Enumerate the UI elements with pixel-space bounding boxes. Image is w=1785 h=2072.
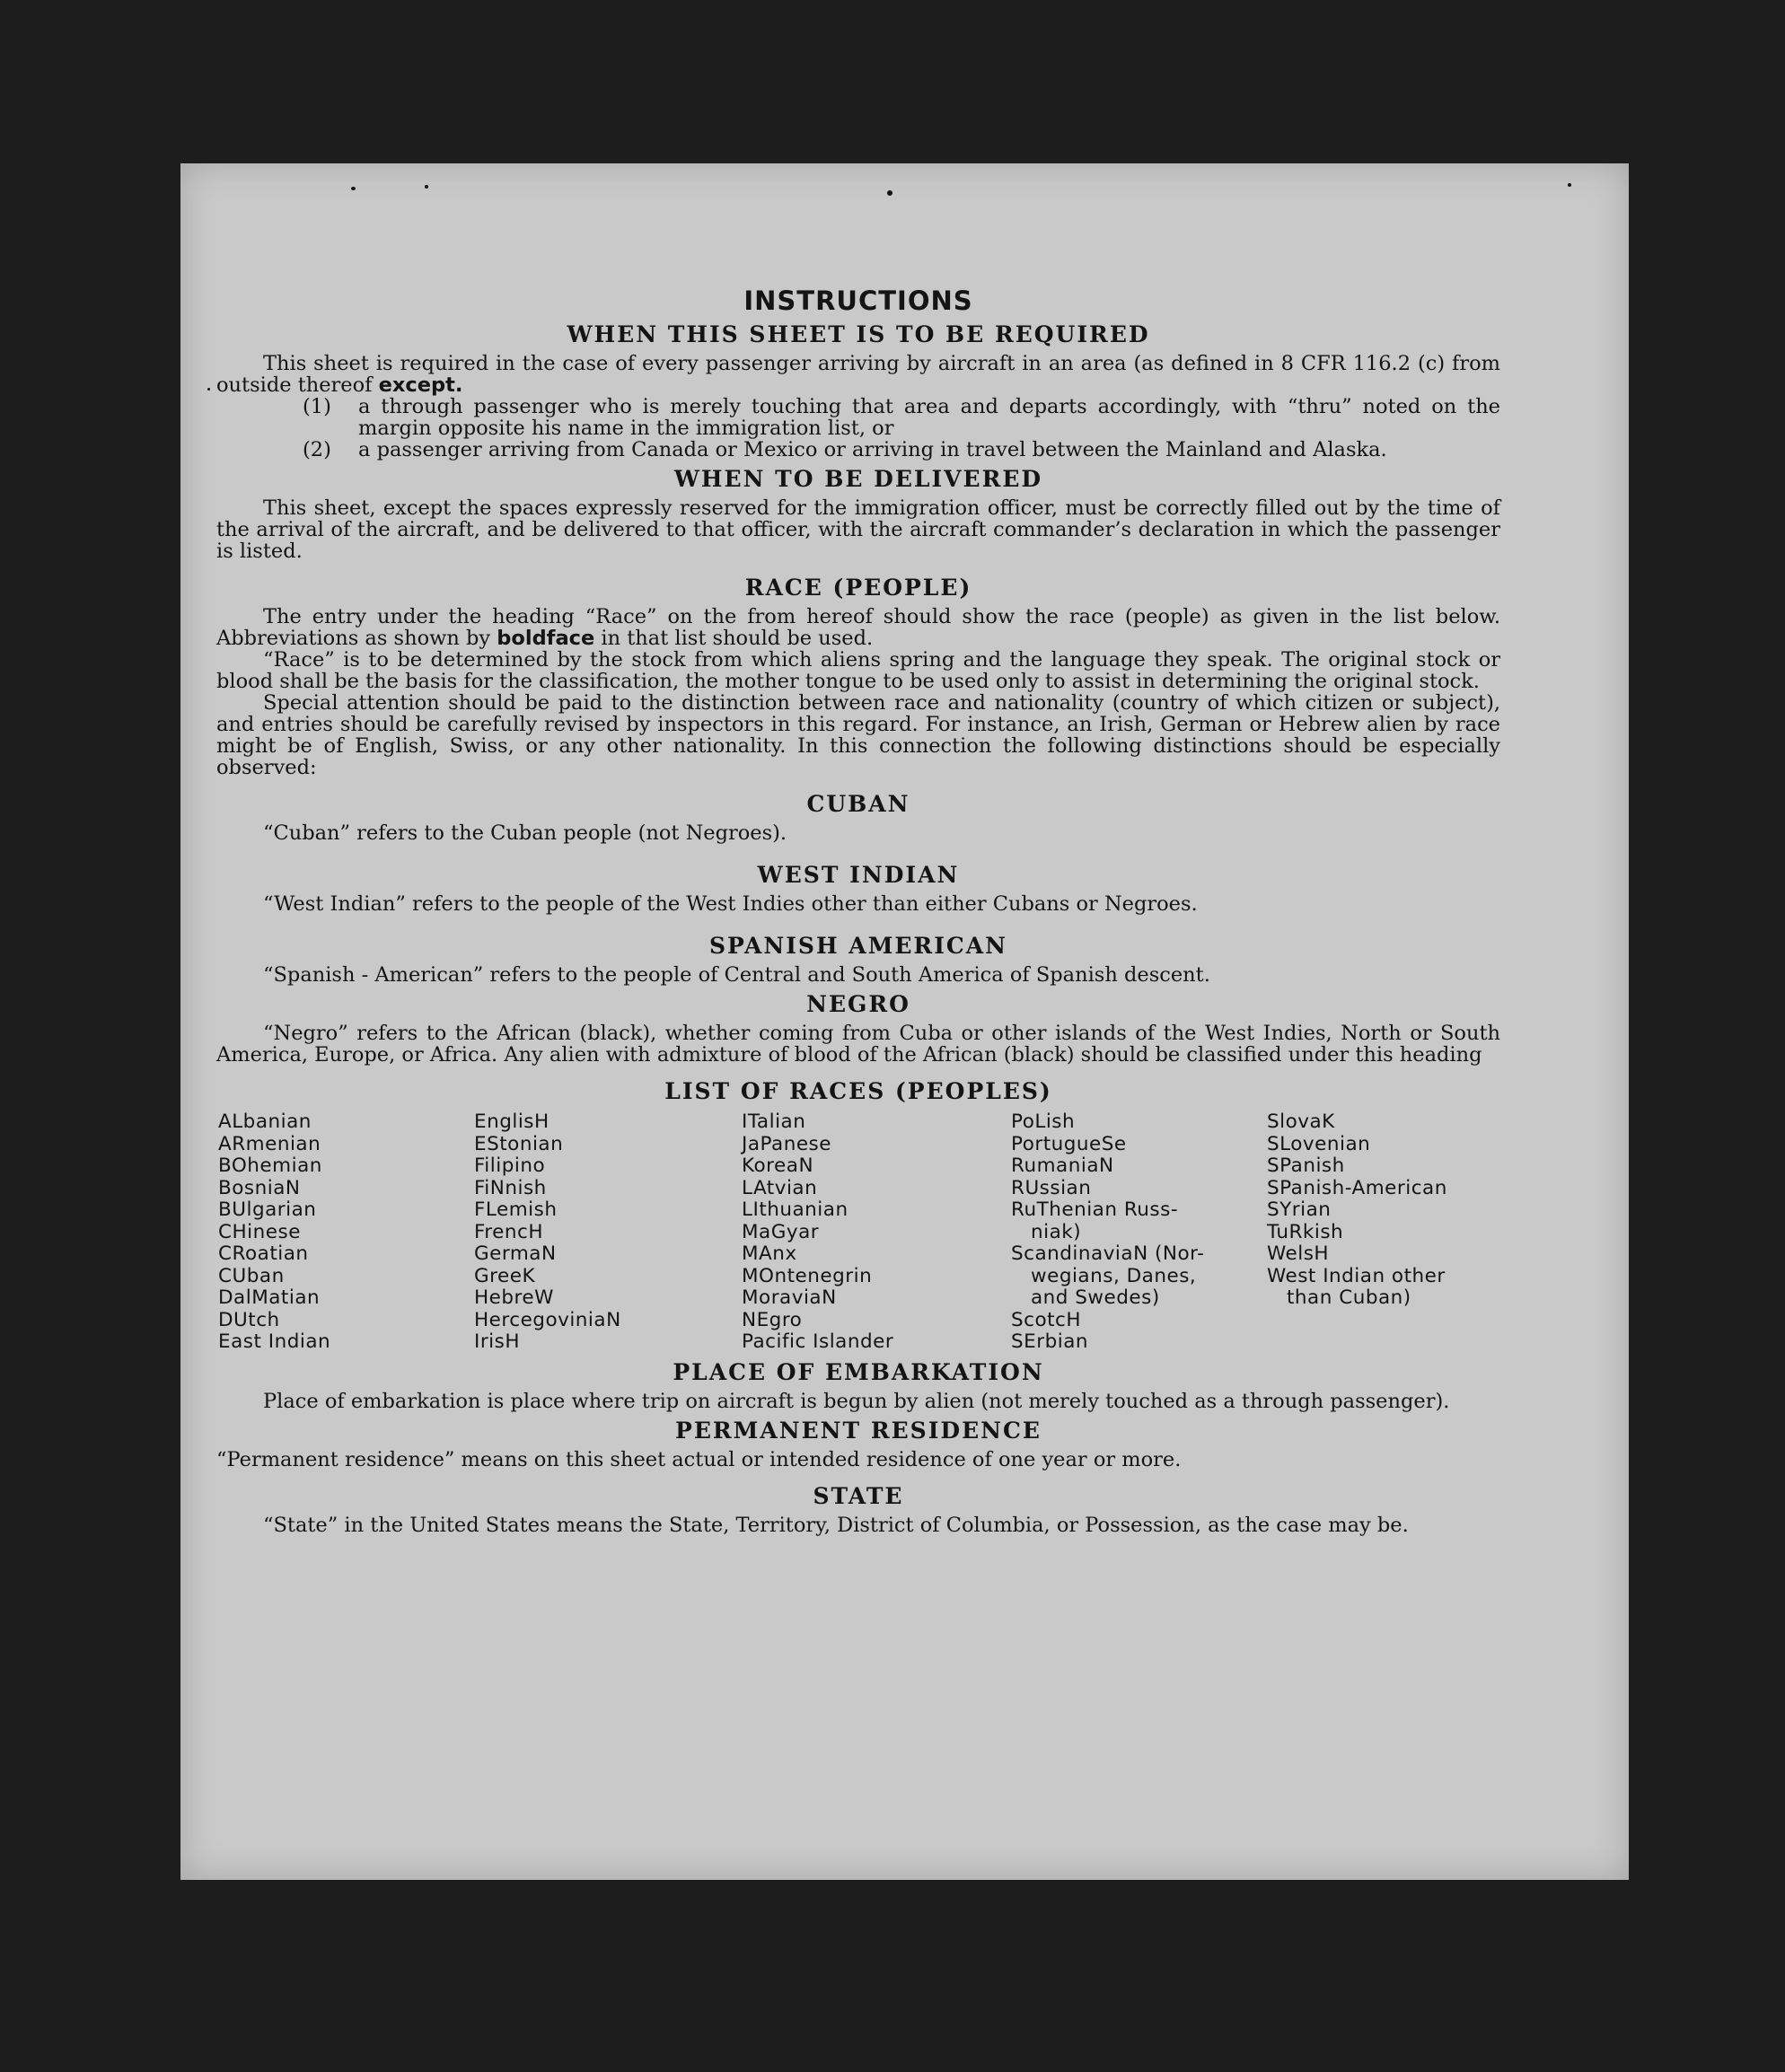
ink-speck: [351, 187, 356, 190]
race-entry: MOntenegrin: [742, 1264, 873, 1287]
race-paragraph-2: “Race” is to be determined by the stock from which aliens spring and the language they speak. The original stock or blood shall be the basis for the classification, the mother tongue to be used only to assist in determining the original stock.: [216, 648, 1500, 693]
exception-text: a through passenger who is merely touching that area and departs accordingly, with “thru” noted on the margin opposite his name in the immigration list, or: [358, 395, 1500, 440]
heading-state: STATE: [813, 1482, 904, 1509]
heading-list-of-races: LIST OF RACES (PEOPLES): [664, 1078, 1052, 1104]
race-entry: HercegoviniaN: [474, 1308, 621, 1331]
race-entry: RUssian: [1011, 1176, 1092, 1199]
race-entry: ITalian: [742, 1111, 806, 1133]
race-entry: niak): [1011, 1220, 1082, 1243]
race-entry: than Cuban): [1267, 1286, 1411, 1309]
race-entry: SYrian: [1267, 1198, 1332, 1221]
heading-permanent-residence: PERMANENT RESIDENCE: [675, 1417, 1042, 1444]
race-entry: BUlgarian: [218, 1198, 317, 1221]
west-indian-text: “West Indian” refers to the people of the West Indies other than either Cubans or Negroes.: [263, 892, 1198, 916]
page-title: INSTRUCTIONS: [743, 285, 973, 316]
race-entry: WelsH: [1267, 1242, 1330, 1265]
race-entry: GermaN: [474, 1242, 557, 1265]
heading-when-delivered: WHEN TO BE DELIVERED: [673, 466, 1043, 492]
race-entry: ScandinaviaN (Nor-: [1011, 1242, 1205, 1265]
races-list: [218, 1111, 1500, 1354]
race-entry: LAtvian: [742, 1176, 818, 1199]
cuban-text: “Cuban” refers to the Cuban people (not Negroes).: [263, 821, 787, 845]
race-entry: ScotcH: [1011, 1308, 1082, 1331]
spanish-american-text: “Spanish - American” refers to the people of Central and South America of Spanish descent.: [263, 963, 1210, 987]
race-entry: Filipino: [474, 1155, 546, 1177]
when-required-intro-text: This sheet is required in the case of every passenger arriving by aircraft in an area (as defined in 8 CFR 116.2 (c) from outside thereof: [216, 352, 1500, 397]
exception-item-1: [303, 396, 1500, 439]
exception-number: (1): [303, 395, 331, 418]
race-entry: wegians, Danes,: [1011, 1264, 1197, 1287]
race-entry: SErbian: [1011, 1330, 1088, 1353]
when-delivered-text: This sheet, except the spaces expressly reserved for the immigration officer, must be correctly filled out by the time of the arrival of the aircraft, and be delivered to that officer, with the aircraft commander’s declaration in which the passenger is listed.: [216, 496, 1500, 563]
exception-text: a passenger arriving from Canada or Mexico or arriving in travel between the Mainland and Alaska.: [358, 438, 1387, 461]
race-column: [742, 1111, 1011, 1354]
race-p1-text-b: in that list should be used.: [601, 627, 874, 650]
race-entry: RuThenian Russ-: [1011, 1198, 1179, 1221]
race-entry: ARmenian: [218, 1132, 321, 1155]
heading-cuban: CUBAN: [806, 791, 910, 817]
ink-speck: [425, 185, 428, 189]
race-entry: TuRkish: [1267, 1220, 1344, 1243]
race-entry: DUtch: [218, 1308, 280, 1331]
heading-embarkation: PLACE OF EMBARKATION: [673, 1358, 1044, 1385]
race-entry: SPanish: [1267, 1155, 1345, 1177]
race-entry: FLemish: [474, 1198, 558, 1221]
race-entry: West Indian other: [1267, 1264, 1446, 1287]
heading-negro: NEGRO: [806, 991, 910, 1017]
race-entry: IrisH: [474, 1330, 521, 1353]
race-entry: KoreaN: [742, 1155, 814, 1177]
race-entry: CRoatian: [218, 1242, 309, 1265]
race-entry: SlovaK: [1267, 1111, 1335, 1133]
race-entry: ALbanian: [218, 1111, 312, 1133]
race-entry: FiNnish: [474, 1176, 547, 1199]
race-paragraph-3: Special attention should be paid to the distinction between race and nationality (country of which citizen or subject), and entries should be carefully revised by inspectors in this regard. For instance, an Irish, German or Hebrew alien by race might be of English, Swiss, or any other nationality. In this connection the following distinctions should be especially observed:: [216, 691, 1500, 779]
race-entry: East Indian: [218, 1330, 331, 1353]
race-entry: MoraviaN: [742, 1286, 837, 1309]
race-entry: CHinese: [218, 1220, 301, 1243]
race-entry: SLovenian: [1267, 1132, 1371, 1155]
when-required-intro: [216, 353, 1500, 396]
race-entry: SPanish-American: [1267, 1176, 1447, 1199]
ink-speck: [207, 388, 210, 391]
race-entry: FrencH: [474, 1220, 544, 1243]
race-p1-text-a: The entry under the heading “Race” on the from hereof should show the race (people) as given in the list below. Abbreviations as shown by: [216, 605, 1500, 650]
exception-number: (2): [303, 438, 331, 461]
when-required-except: except.: [378, 373, 463, 397]
race-entry: CUban: [218, 1264, 285, 1287]
race-entry: GreeK: [474, 1264, 536, 1287]
race-paragraph-1: [216, 606, 1500, 649]
race-entry: DalMatian: [218, 1286, 321, 1309]
race-column: [1011, 1111, 1267, 1354]
document-content: [216, 285, 1500, 1536]
race-entry: EnglisH: [474, 1111, 550, 1133]
race-column: [218, 1111, 474, 1354]
heading-when-required: WHEN THIS SHEET IS TO BE REQUIRED: [567, 321, 1150, 347]
race-entry: BOhemian: [218, 1155, 322, 1177]
race-entry: and Swedes): [1011, 1286, 1160, 1309]
race-column: [474, 1111, 742, 1354]
race-entry: RumaniaN: [1011, 1155, 1114, 1177]
ink-speck: [887, 190, 892, 196]
race-p1-boldface: boldface: [497, 627, 595, 650]
heading-west-indian: WEST INDIAN: [757, 862, 960, 888]
race-entry: Pacific Islander: [742, 1330, 894, 1353]
exception-item-2: [303, 439, 1500, 461]
ink-speck: [1568, 183, 1571, 187]
race-column: [1267, 1111, 1502, 1354]
heading-race: RACE (PEOPLE): [744, 575, 972, 601]
race-entry: PoLish: [1011, 1111, 1076, 1133]
race-entry: LIthuanian: [742, 1198, 849, 1221]
negro-text: “Negro” refers to the African (black), whether coming from Cuba or other islands of the West Indies, North or South America, Europe, or Africa. Any alien with admixture of blood of the African (black) should be classified under this heading: [216, 1022, 1500, 1067]
state-text: “State” in the United States means the State, Territory, District of Columbia, or Possession, as the case may be.: [263, 1513, 1409, 1537]
heading-spanish-american: SPANISH AMERICAN: [708, 933, 1008, 959]
race-entry: BosniaN: [218, 1176, 301, 1199]
permanent-residence-text: “Permanent residence” means on this sheet actual or intended residence of one year or more.: [216, 1447, 1182, 1471]
document-sheet: [180, 163, 1629, 1880]
race-entry: NEgro: [742, 1308, 803, 1331]
embarkation-text: Place of embarkation is place where trip on aircraft is begun by alien (not merely touched as a through passenger).: [263, 1389, 1450, 1413]
race-entry: MAnx: [742, 1242, 797, 1265]
race-entry: HebreW: [474, 1286, 554, 1309]
race-entry: PortugueSe: [1011, 1132, 1127, 1155]
race-entry: MaGyar: [742, 1220, 820, 1243]
race-entry: EStonian: [474, 1132, 564, 1155]
race-entry: JaPanese: [742, 1132, 831, 1155]
